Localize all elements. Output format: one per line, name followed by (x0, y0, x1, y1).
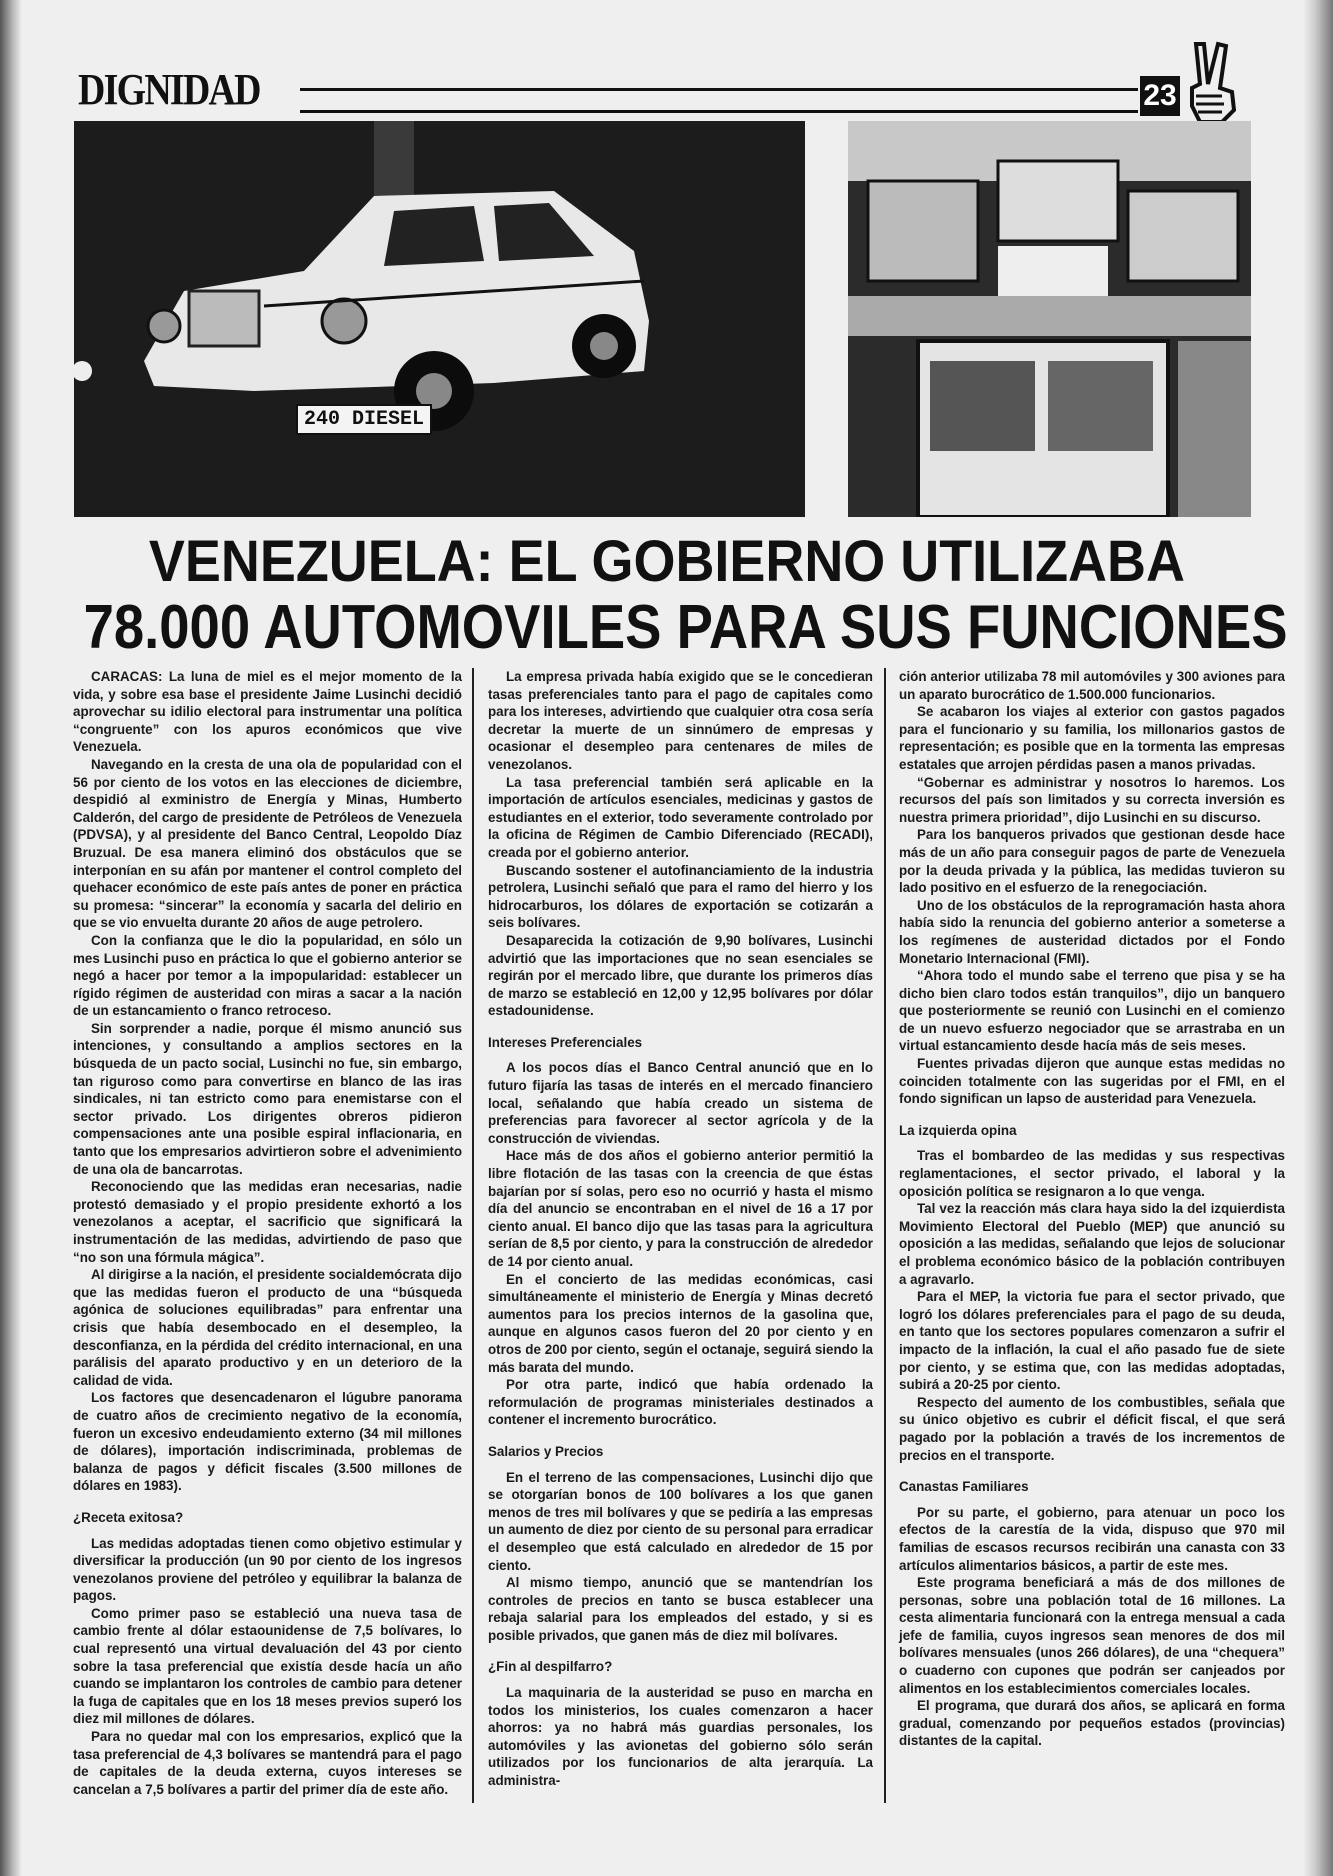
article-paragraph (899, 967, 1285, 1055)
paragraph-text: El programa, que durará dos años, se aplicará en forma gradual, comenzando por pequeños estados (provincias) distantes de la capital. (899, 1698, 1285, 1749)
header-rule (300, 88, 1138, 91)
paragraph-text: Las medidas adoptadas tienen como objetivo estimular y diversificar la producción (un 90 por ciento de los ingresos venezolanos proviene del petróleo y equilibrar la balanza de pagos. (73, 1535, 462, 1604)
article-paragraph (73, 756, 462, 932)
paragraph-text: Buscando sostener el autofinanciamiento de la industria petrolera, Lusinchi señaló que para el ramo del hierro y los hidrocarburos, los dólares de exportación se cotizarán a seis bolívares. (488, 862, 873, 931)
header-rule (300, 110, 1138, 113)
paragraph-text: Desaparecida la cotización de 9,90 bolívares, Lusinchi advirtió que las importaciones que no sean esenciales se regirán por el mercado libre, que durante los primeros días de marzo se estableció en 12,00 y 12,95 bolívares por dólar estadounidense. (488, 932, 873, 1019)
paragraph-text: Reconociendo que las medidas eran necesarias, nadie protestó demasiado y el propio presidente exhortó a los venezolanos a aceptar, el sacrificio que significará la instrumentación de las medidas, advirtiendo de paso que “no son una fórmula mágica”. (73, 1179, 462, 1265)
article-column-3 (899, 668, 1285, 1750)
headline-text: 78.000 AUTOMOVILES PARA SUS FUNCIONES (83, 593, 1288, 662)
section-heading: Salarios y Precios (488, 1443, 604, 1459)
paragraph-text: Los factores que desencadenaron el lúgubre panorama de cuatro años de crecimiento negativo de la economía, fueron un excesivo endeudamiento externo (34 mil millones de dólares), importación indiscriminada, problemas de balanza de pagos y déficit fiscales (3.500 millones de dólares en 1983). (73, 1390, 462, 1494)
headline-line-1 (0, 528, 1333, 595)
paragraph-text: Como primer paso se estableció una nueva tasa de cambio frente al dólar estaounidense de 7,5 bolívares, lo cual representó una virtual devaluación del 43 por ciento sobre la tasa preferencial que existía desde hacía un año cuando se implantaron los controles de cambio para detener la fuga de capitales que en los 18 meses previos superó los diez mil millones de dólares. (73, 1605, 462, 1727)
article-paragraph (899, 1574, 1285, 1697)
paragraph-text: La empresa privada había exigido que se le concedieran tasas preferenciales tanto para el pago de capitales como para los intereses, advirtiendo que cualquier otra cosa sería decretar la muerte de un sinnúmero de empresas y ocasionar el desempleo para centenares de miles de venezolanos. (488, 669, 873, 772)
paragraph-text: En el terreno de las compensaciones, Lusinchi dijo que se otorgarían bonos de 100 bolívares a los que ganen menos de tres mil bolívares y que se pediría a las empresas un aumento de diez por ciento de su personal para erradicar el desempleo que está calculado en alrededor de 15 por ciento. (488, 1469, 873, 1573)
article-paragraph (73, 1728, 462, 1798)
article-paragraph (899, 1147, 1285, 1200)
paragraph-text: La tasa preferencial también será aplicable en la importación de artículos esenciales, medicinas y gastos de estudiantes en el exterior, todo severamente controlado por la oficina de Régimen de Cambio Diferenciado (RECADI), creada por el gobierno anterior. (488, 774, 873, 860)
article-paragraph (73, 932, 462, 1020)
column-rule (884, 668, 886, 1803)
paragraph-text: “Ahora todo el mundo sabe el terreno que pisa y se ha dicho bien claro todos están tranquilos”, dijo un banquero que posteriormente se reunió con Lusinchi en el comienzo de un nuevo esfuerzo negociador que se arrastraba en un virtual estancamiento desde hacía más de seis meses. (899, 968, 1285, 1054)
paragraph-text: Fuentes privadas dijeron que aunque estas medidas no coinciden totalmente con las sugeridas por el FMI, en el fondo significan un lapso de austeridad para Venezuela. (899, 1056, 1285, 1107)
paragraph-text: Hace más de dos años el gobierno anterior permitió la libre flotación de las tasas con la creencia de que éstas bajarían por sí solas, pero eso no ocurrió y hasta el mismo día del anuncio se encontraban en el nivel de 16 a 17 por ciento anual. El banco dijo que las tasas para la agricultura serían de 8,5 por ciento, y para la construcción de alrededor de 14 por ciento anual. (488, 1148, 873, 1269)
paragraph-text: Uno de los obstáculos de la reprogramación hasta ahora había sido la renuncia del gobierno anterior a someterse a los regímenes de austeridad dictados por el Fondo Monetario Internacional (FMI). (899, 897, 1285, 966)
paragraph-text: ción anterior utilizaba 78 mil automóviles y 300 aviones para un aparato burocrático de 1.500.000 funcionarios. (899, 669, 1285, 702)
paragraph-text: A los pocos días el Banco Central anunció que en lo futuro fijaría las tasas de interés en el mercado financiero local, señalando que había creado un sistema de preferencias para favorecer al sector agrícola y de la construcción de viviendas. (488, 1060, 873, 1146)
paragraph-text: Para el MEP, la victoria fue para el sector privado, que logró los dólares preferenciales para el pago de su deuda, en tanto que los sectores populares comenzaron a sufrir el impacto de la inflación, la cual el año pasado fue de siete por ciento, y se estima que, con las medidas adoptadas, subirá a 20-25 por ciento. (899, 1289, 1285, 1393)
paragraph-text: Para los banqueros privados que gestionan desde hace más de un año para conseguir pagos de parte de Venezuela por la deuda privada y la pública, las medidas tuvieron su lado positivo en el esfuerzo de la renegociación. (899, 827, 1285, 896)
victory-hand-icon (1182, 40, 1252, 125)
paragraph-text: Tras el bombardeo de las medidas y sus respectivas reglamentaciones, el sector privado, el laboral y la oposición política se resignaron a lo que venga. (899, 1148, 1285, 1199)
paragraph-text: La luna de miel es el mejor momento de la vida, y sobre esa base el presidente Jaime Lusinchi decidió aprovechar su idilio electoral para instrumentar una política “congruente” con los apuros económicos que vive Venezuela. (73, 669, 462, 755)
paragraph-text: Navegando en la cresta de una ola de popularidad con el 56 por ciento de los votos en las elecciones de diciembre, despidió al exministro de Energía y Minas, Humberto Calderón, del cargo de presidente de Petróleos de Venezuela (PDVSA), y al presidente del Banco Central, Leopoldo Díaz Bruzual. De esa manera eliminó dos obstáculos que se interponían en su afán por mantener el control completo del quehacer económico de este país antes de poner en práctica su promesa: “sincerar” la economía y sacarla del delirio en que se vio envuelta durante 20 años de auge petrolero. (73, 756, 462, 931)
article-paragraph (488, 774, 873, 862)
paragraph-text: Al dirigirse a la nación, el presidente socialdemócrata dijo que las medidas fueron el producto de una “búsqueda agónica de soluciones equilibradas” para enfrentar una crisis que había desembocado en el desempleo, la desconfianza, en la pérdida del crédito internacional, en una parálisis del aparato productivo y en un deterioro de la calidad de vida. (73, 1267, 462, 1388)
section-heading: Intereses Preferenciales (488, 1034, 643, 1050)
paragraph-text: Respecto del aumento de los combustibles, señala que su único objetivo es cubrir el déficit fiscal, el que será pagado por la población a través de los incrementos de precios en el transporte. (899, 1394, 1285, 1463)
column-rule (472, 668, 474, 1803)
photo-mercedes-car (74, 121, 805, 517)
paragraph-text: “Gobernar es administrar y nosotros lo haremos. Los recursos del país son limitados y su correcta inversión es nuestra primera prioridad”, dijo Lusinchi en su discurso. (899, 774, 1285, 825)
article-paragraph (899, 1394, 1285, 1464)
article-paragraph (899, 1200, 1285, 1288)
section-heading: La izquierda opina (899, 1122, 1017, 1138)
buses-illustration (848, 121, 1251, 517)
article-column-1 (73, 668, 462, 1798)
scan-edge-right (1303, 0, 1333, 1876)
article-paragraph (488, 1684, 873, 1790)
paragraph-text: Este programa beneficiará a más de dos millones de personas, sobre una población total de 16 millones. La cesta alimentaria funcionará con la entrega mensual a cada jefe de familia, cuyos ingresos sean menores de dos mil bolívares mensuales (unos 266 dólares), de una “chequera” o cuaderno con cupones que podrán ser canjeados por alimentos en los establecimientos comerciales locales. (899, 1575, 1285, 1696)
article-paragraph (899, 826, 1285, 896)
article-paragraph (488, 1574, 873, 1644)
article-paragraph (899, 1055, 1285, 1108)
article-paragraph (488, 1469, 873, 1575)
headline-text: VENEZUELA: EL GOBIERNO UTILIZABA (148, 529, 1185, 594)
article-paragraph (899, 897, 1285, 967)
article-paragraph (488, 1271, 873, 1377)
article-paragraph (73, 1178, 462, 1266)
paragraph-text: Se acabaron los viajes al exterior con gastos pagados para el funcionario y su familia, los millonarios gastos de representación; es posible que en la tormenta las empresas estatales que arrojen pérdidas pasen a manos privadas. (899, 704, 1285, 772)
scan-edge-left (0, 0, 22, 1876)
article-paragraph (488, 1059, 873, 1147)
license-plate: 240 DIESEL (296, 404, 432, 435)
paragraph-text: Al mismo tiempo, anunció que se mantendrían los controles de precios en tanto se busca establecer una rebaja salarial para los empleados del estado, y si es posible privados, que ganen más de diez mil bolívares. (488, 1575, 873, 1643)
article-paragraph (488, 862, 873, 932)
article-paragraph (73, 1020, 462, 1178)
paragraph-text: En el concierto de las medidas económicas, casi simultáneamente el ministerio de Energía y Minas decretó aumentos para los precios internos de la gasolina que, aunque en algunos casos fueron del 20 por ciento y en otros de 200 por ciento, según el octanaje, seguirá siendo la más barata del mundo. (488, 1271, 873, 1375)
article-paragraph (899, 668, 1285, 703)
article-paragraph (488, 668, 873, 774)
article-paragraph (73, 1535, 462, 1605)
article-paragraph (73, 1389, 462, 1495)
dateline: CARACAS: (91, 669, 163, 684)
article-paragraph (899, 1697, 1285, 1750)
page-number: 23 (1140, 76, 1180, 116)
article-paragraph (488, 932, 873, 1020)
article-paragraph (899, 1288, 1285, 1394)
article-paragraph (73, 1266, 462, 1389)
article-paragraph (899, 703, 1285, 773)
article-paragraph (899, 774, 1285, 827)
article-paragraph (73, 1605, 462, 1728)
article-paragraph (488, 1147, 873, 1270)
photo-traffic-buses (848, 121, 1251, 517)
paragraph-text: Para no quedar mal con los empresarios, explicó que la tasa preferencial de 4,3 bolívares se mantendrá para el pago de capitales de la deuda externa, cuyos intereses se cancelan a 7,5 bolívares a partir del primer día de este año. (73, 1729, 462, 1797)
paragraph-text: Sin sorprender a nadie, porque él mismo anunció sus intenciones, y consultando a amplios sectores en la búsqueda de un pacto social, Lusinchi no fue, sin embargo, tan riguroso como para convertirse en blanco de las iras sindicales, ni tan estricto como para enemistarse con el sector privado. Los dirigentes obreros pidieron compensaciones ante una posible espiral inflacionaria, en tanto que los empresarios advirtieron sobre el advenimiento de una ola de bancarrotas. (73, 1020, 462, 1177)
paragraph-text: La maquinaria de la austeridad se puso en marcha en todos los ministerios, los cuales comenzaron a hacer ahorros: ya no habrá más guardias personales, los automóviles y las avionetas del gobierno sólo serán utilizados por los funcionarios de alta jerarquía. La administra- (488, 1685, 873, 1789)
car-illustration (74, 121, 805, 517)
article-paragraph (899, 1504, 1285, 1574)
masthead-logo: DIGNIDAD (78, 65, 260, 114)
paragraph-text: Tal vez la reacción más clara haya sido la del izquierdista Movimiento Electoral del Pueblo (MEP) que anunció su oposición a las medidas, señalando que lejos de solucionar el problema económico básico de la población contribuyen a agravarlo. (899, 1201, 1285, 1287)
article-paragraph (73, 668, 462, 756)
section-heading: Canastas Familiares (899, 1479, 1029, 1495)
article-column-2 (488, 668, 873, 1790)
headline-line-2 (0, 592, 1333, 663)
paragraph-text: Por su parte, el gobierno, para atenuar un poco los efectos de la carestía de la vida, dispuso que 970 mil familias de escasos recursos recibirán una canasta con 33 artículos alimentarios básicos, a partir de este mes. (899, 1504, 1285, 1573)
section-heading: ¿Fin al despilfarro? (488, 1659, 613, 1675)
article-paragraph (488, 1376, 873, 1429)
paragraph-text: Con la confianza que le dio la popularidad, en sólo un mes Lusinchi puso en práctica lo que el gobierno anterior se negó a hacer por temor a la impopularidad: establecer un rígido régimen de austeridad con miras a sacar a la nación de un estancamiento o franco retroceso. (73, 932, 462, 1019)
section-heading: ¿Receta exitosa? (73, 1509, 184, 1525)
paragraph-text: Por otra parte, indicó que había ordenado la reformulación de programas ministeriales destinados a contener el incremento burocrático. (488, 1377, 873, 1428)
